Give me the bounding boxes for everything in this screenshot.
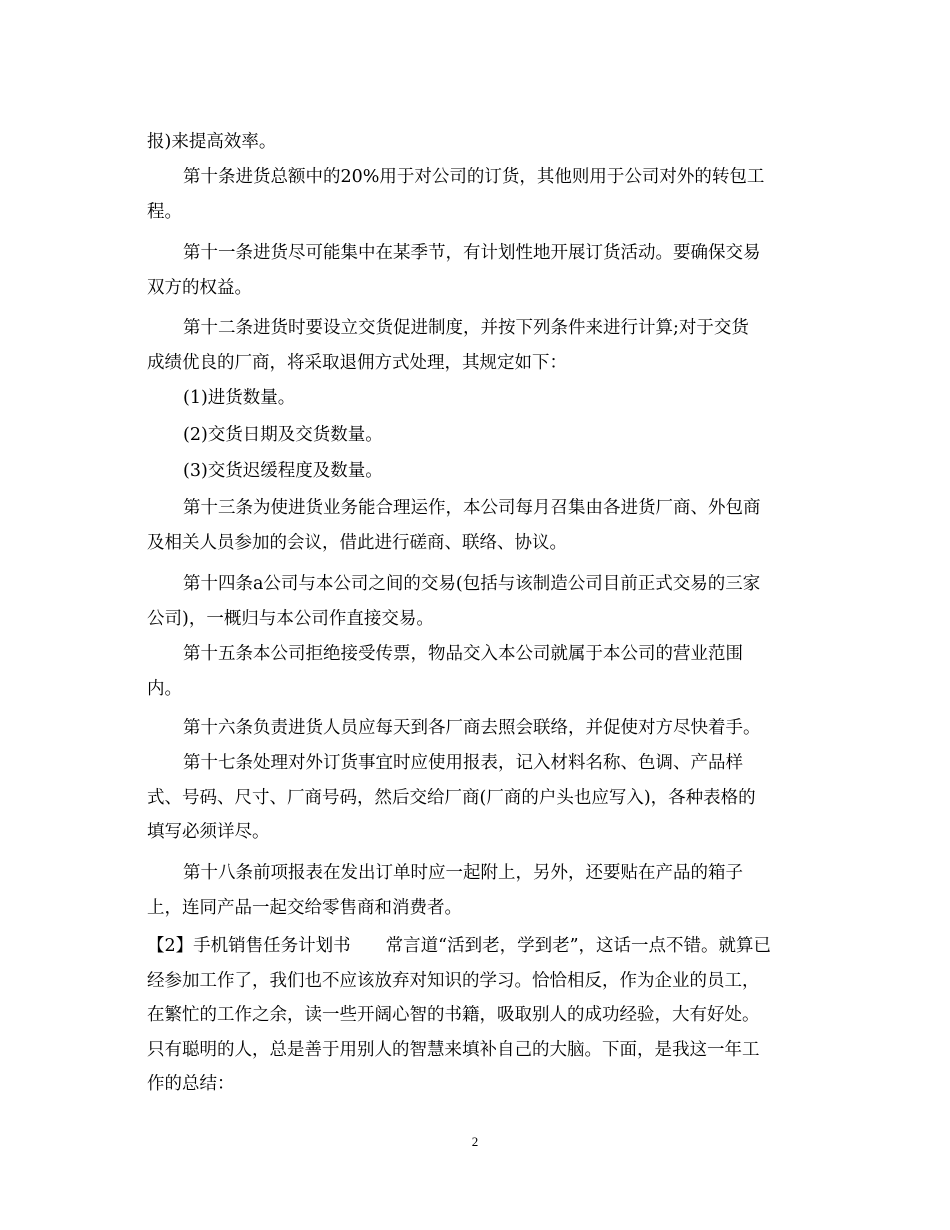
article-18 [147,856,807,925]
text-line: 经参加工作了，我们也不应该放弃对知识的学习。恰恰相反，作为企业的员工， [147,970,760,991]
article-13 [147,491,807,560]
text-line: 报)来提高效率。 [147,132,277,152]
text-line: (1)进货数量。 [183,388,296,408]
text-line: 第十七条处理对外订货事宜时应使用报表，记入材料名称、色调、产品样 [183,753,743,773]
text-line: 第十八条前项报表在发出订单时应一起附上，另外，还要贴在产品的箱子 [183,863,743,883]
text-line: (3)交货迟缓程度及数量。 [183,461,383,481]
article-15 [147,637,807,706]
page-number: 2 [471,1134,479,1149]
text-line: 内。 [147,678,182,699]
text-line: 第十四条a公司与本公司之间的交易(包括与该制造公司目前正式交易的三家 [183,574,761,594]
paragraph-continuation [147,125,807,160]
text-line: 公司)，一概归与本公司作直接交易。 [147,608,434,629]
list-item-2 [147,418,807,453]
text-line: 第十一条进货尽可能集中在某季节，有计划性地开展订货活动。要确保交易 [183,243,761,263]
text-line: 程。 [147,201,182,222]
text-line: 第十二条进货时要设立交货促进制度，并按下列条件来进行计算;对于交货 [183,318,749,338]
article-12 [147,311,807,380]
text-line: 只有聪明的人，总是善于用别人的智慧来填补自己的大脑。下面，是我这一年工 [147,1039,760,1060]
text-line: 在繁忙的工作之余，读一些开阔心智的书籍，吸取别人的成功经验，大有好处。 [147,1005,760,1025]
article-14 [147,567,807,636]
text-line: 及相关人员参加的会议，借此进行磋商、联络、协议。 [147,532,567,553]
article-17 [147,746,807,850]
text-line: 双方的权益。 [147,277,252,298]
text-line: 填写必须详尽。 [147,822,270,842]
text-line: 上，连同产品一起交给零售商和消费者。 [147,897,462,918]
text-line: 【2】手机销售任务计划书 常言道“活到老，学到老”，这话一点不错。就算已 [147,936,772,956]
article-11 [147,236,807,305]
text-line: (2)交货日期及交货数量。 [183,425,383,445]
text-line: 第十五条本公司拒绝接受传票，物品交入本公司就属于本公司的营业范围 [183,644,743,664]
article-16 [147,711,807,746]
list-item-1 [147,381,807,416]
section-2-intro [147,929,807,1102]
list-item-3 [147,454,807,489]
article-10 [147,160,807,229]
text-line: 成绩优良的厂商，将采取退佣方式处理，其规定如下： [147,352,567,373]
text-line: 式、号码、尺寸、厂商号码，然后交给厂商(厂商的户头也应写入)，各种表格的 [147,787,756,808]
text-line: 第十三条为使进货业务能合理运作，本公司每月召集由各进货厂商、外包商 [183,498,761,518]
text-line: 作的总结： [147,1074,235,1094]
text-line: 第十六条负责进货人员应每天到各厂商去照会联络，并促使对方尽快着手。 [183,718,761,738]
text-line: 第十条进货总额中的20%用于对公司的订货，其他则用于公司对外的转包工 [183,167,765,187]
